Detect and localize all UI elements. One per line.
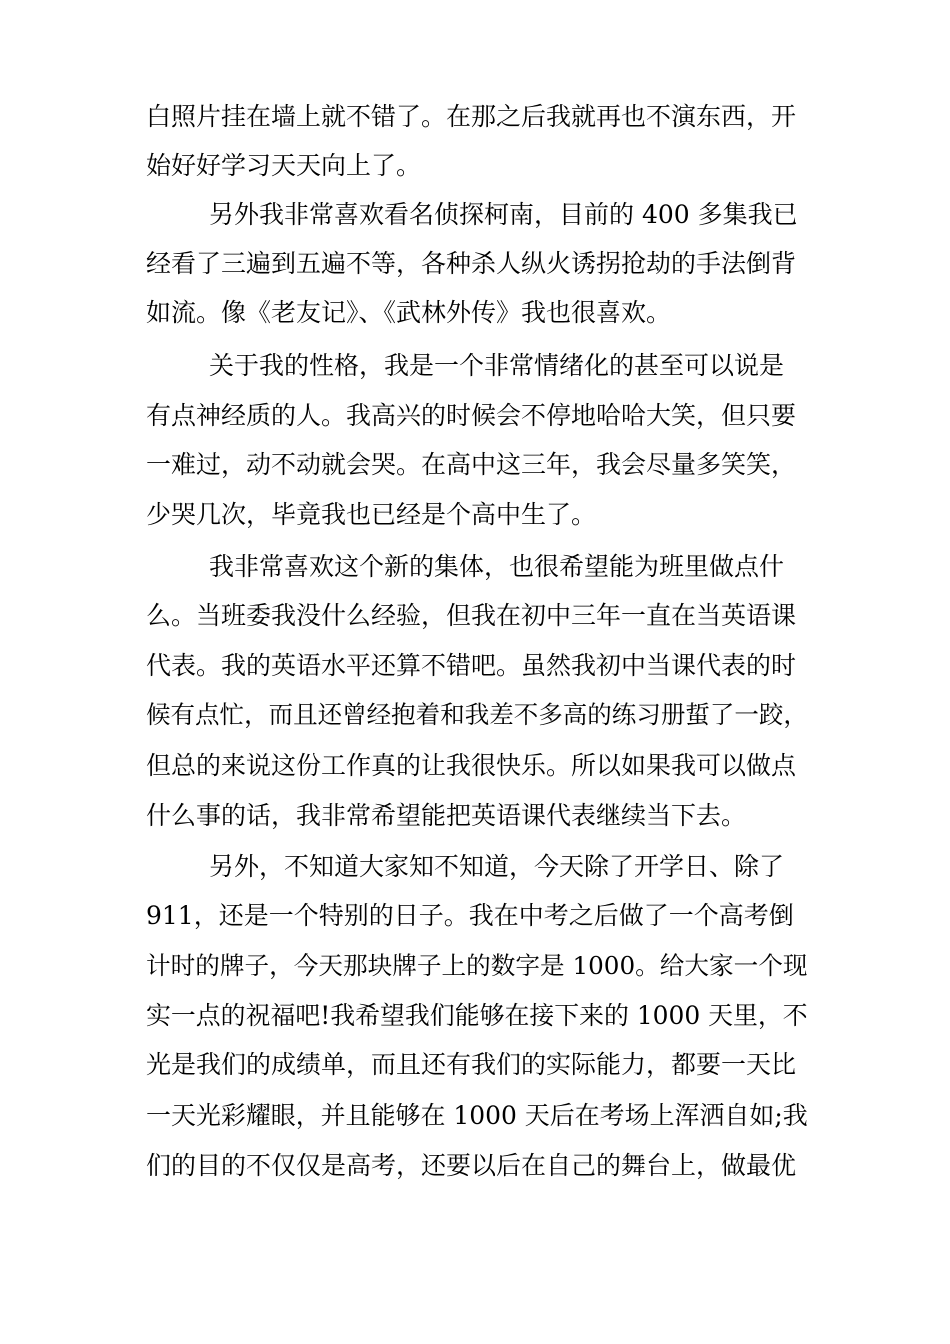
line-text: 经看了三遍到五遍不等，各种杀人纵火诱拐抢劫的手法倒背 — [146, 249, 797, 278]
line-text: 么。当班委我没什么经验，但我在初中三年一直在当英语课 — [146, 601, 797, 630]
line-text: 始好好学习天天向上了。 — [146, 151, 422, 180]
line-text: 一难过，动不动就会哭。在高中这三年，我会尽量多笑笑， — [146, 450, 797, 479]
line-text: 我非常喜欢这个新的集体，也很希望能为班里做点什 — [209, 552, 785, 581]
line-text: 另外我非常喜欢看名侦探柯南，目前的 400 多集我已 — [209, 200, 798, 229]
line-text: 光是我们的成绩单，而且还有我们的实际能力，都要一天比 — [146, 1050, 797, 1079]
line-text: 什么事的话，我非常希望能把英语课代表继续当下去。 — [146, 801, 747, 830]
line-text: 少哭几次，毕竟我也已经是个高中生了。 — [146, 500, 597, 529]
line-text: 但总的来说这份工作真的让我很快乐。所以如果我可以做点 — [146, 751, 797, 780]
line-text: 代表。我的英语水平还算不错吧。虽然我初中当课代表的时 — [146, 651, 797, 680]
line-text: 如流。像《老友记》、《武林外传》我也很喜欢。 — [146, 298, 672, 327]
line-text: 另外，不知道大家知不知道，今天除了开学日、除了 — [209, 852, 785, 881]
line-text: 关于我的性格，我是一个非常情绪化的甚至可以说是 — [209, 351, 785, 380]
line-text: 白照片挂在墙上就不错了。在那之后我就再也不演东西，开 — [146, 102, 797, 131]
line-text: 有点神经质的人。我高兴的时候会不停地哈哈大笑，但只要 — [146, 401, 797, 430]
line-text: 们的目的不仅仅是高考，还要以后在自己的舞台上，做最优 — [146, 1151, 797, 1180]
line-text: 实一点的祝福吧!我希望我们能够在接下来的 1000 天里，不 — [146, 1001, 808, 1030]
line-text: 一天光彩耀眼，并且能够在 1000 天后在考场上浑洒自如;我 — [146, 1101, 808, 1130]
line-text: 911，还是一个特别的日子。我在中考之后做了一个高考倒 — [146, 901, 794, 930]
line-text: 计时的牌子，今天那块牌子上的数字是 1000。给大家一个现 — [146, 951, 808, 980]
line-text: 候有点忙，而且还曾经抱着和我差不多高的练习册蜇了一跤， — [146, 700, 808, 729]
